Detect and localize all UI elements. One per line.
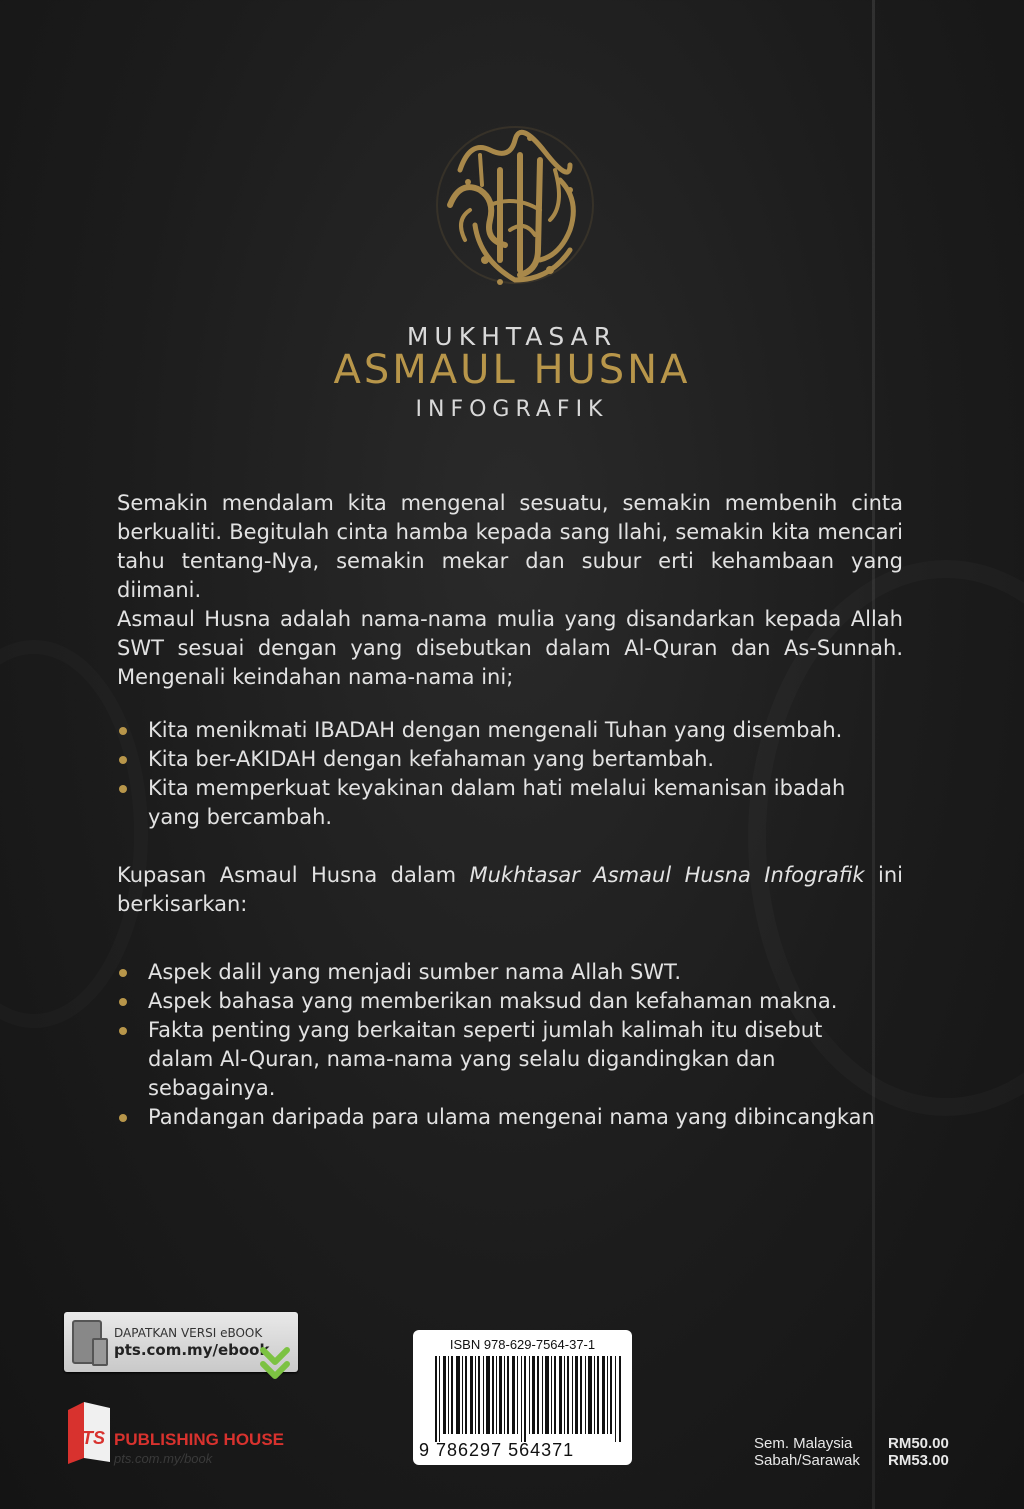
price-region-1: Sem. Malaysia [754,1435,853,1452]
benefits-list [117,716,887,832]
barcode-digits: 9 786297 564371 [419,1440,575,1460]
ebook-link[interactable]: pts.com.my/ebook [114,1341,270,1359]
calligraphy-emblem-icon [420,110,610,300]
bullet-dot-icon [119,1027,127,1035]
ebook-label: DAPATKAN VERSI eBOOK [114,1326,263,1340]
isbn-number: ISBN 978-629-7564-37-1 [449,1337,596,1352]
ebook-badge[interactable] [64,1312,298,1372]
title-line-1: MUKHTASAR [406,322,618,351]
book-title: ASMAUL HUSNA [333,347,691,393]
barcode-icon [435,1356,625,1442]
list-item: Kita memperkuat keyakinan dalam hati melalui kemanisan ibadah yang bercambah. [117,774,887,832]
isbn-barcode-box [413,1330,632,1465]
list-item: Pandangan daripada para ulama mengenai nama yang dibincangkan [117,1103,887,1132]
list-item: Kita menikmati IBADAH dengan mengenali Tuhan yang disembah. [117,716,887,745]
price-regions [754,1435,860,1469]
list-item: Kita ber-AKIDAH dengan kefahaman yang bertambah. [117,745,887,774]
scope-list [117,958,887,1132]
download-arrow-icon [260,1344,290,1384]
price-values [888,1435,949,1469]
price-value-1: RM50.00 [888,1435,949,1452]
publisher-url[interactable]: pts.com.my/book [114,1451,213,1466]
title-line-3: INFOGRAFIK [415,397,609,422]
bullet-dot-icon [119,785,127,793]
definition-paragraph: Asmaul Husna adalah nama-nama mulia yang disandarkan kepada Allah SWT sesuai dengan yang disebutkan dalam Al-Quran dan As-Sunnah. Mengenali keindahan nama-nama ini; [117,607,903,689]
price-value-2: RM53.00 [888,1452,949,1469]
intro-paragraph: Semakin mendalam kita mengenal sesuatu, semakin membenih cinta berkualiti. Begitulah cinta hamba kepada sang Ilahi, semakin kita mencari tahu tentang-Nya, semakin mekar dan subur erti kehambaan yang diimani. [117,491,903,602]
book-title-italic: Mukhtasar Asmaul Husna Infografik [469,863,865,887]
list-item: Aspek dalil yang menjadi sumber nama Allah SWT. [117,958,887,987]
bullet-dot-icon [119,756,127,764]
bullet-dot-icon [119,727,127,735]
list-item: Fakta penting yang berkaitan seperti jumlah kalimah itu disebut dalam Al-Quran, nama-nama yang selalu digandingkan dan sebagainya. [117,1016,887,1103]
svg-text:PTS: PTS [70,1428,106,1448]
publisher-name: PUBLISHING HOUSE [114,1430,285,1449]
list-item: Aspek bahasa yang memberikan maksud dan kefahaman makna. [117,987,887,1016]
phone-icon [92,1338,108,1366]
price-region-2: Sabah/Sarawak [754,1452,860,1469]
bullet-dot-icon [119,1114,127,1122]
publisher-logo-icon [66,1400,112,1466]
scope-paragraph: Kupasan Asmaul Husna dalam Mukhtasar Asmaul Husna Infografik ini berkisarkan: [117,863,903,916]
bullet-dot-icon [119,969,127,977]
bullet-dot-icon [119,998,127,1006]
